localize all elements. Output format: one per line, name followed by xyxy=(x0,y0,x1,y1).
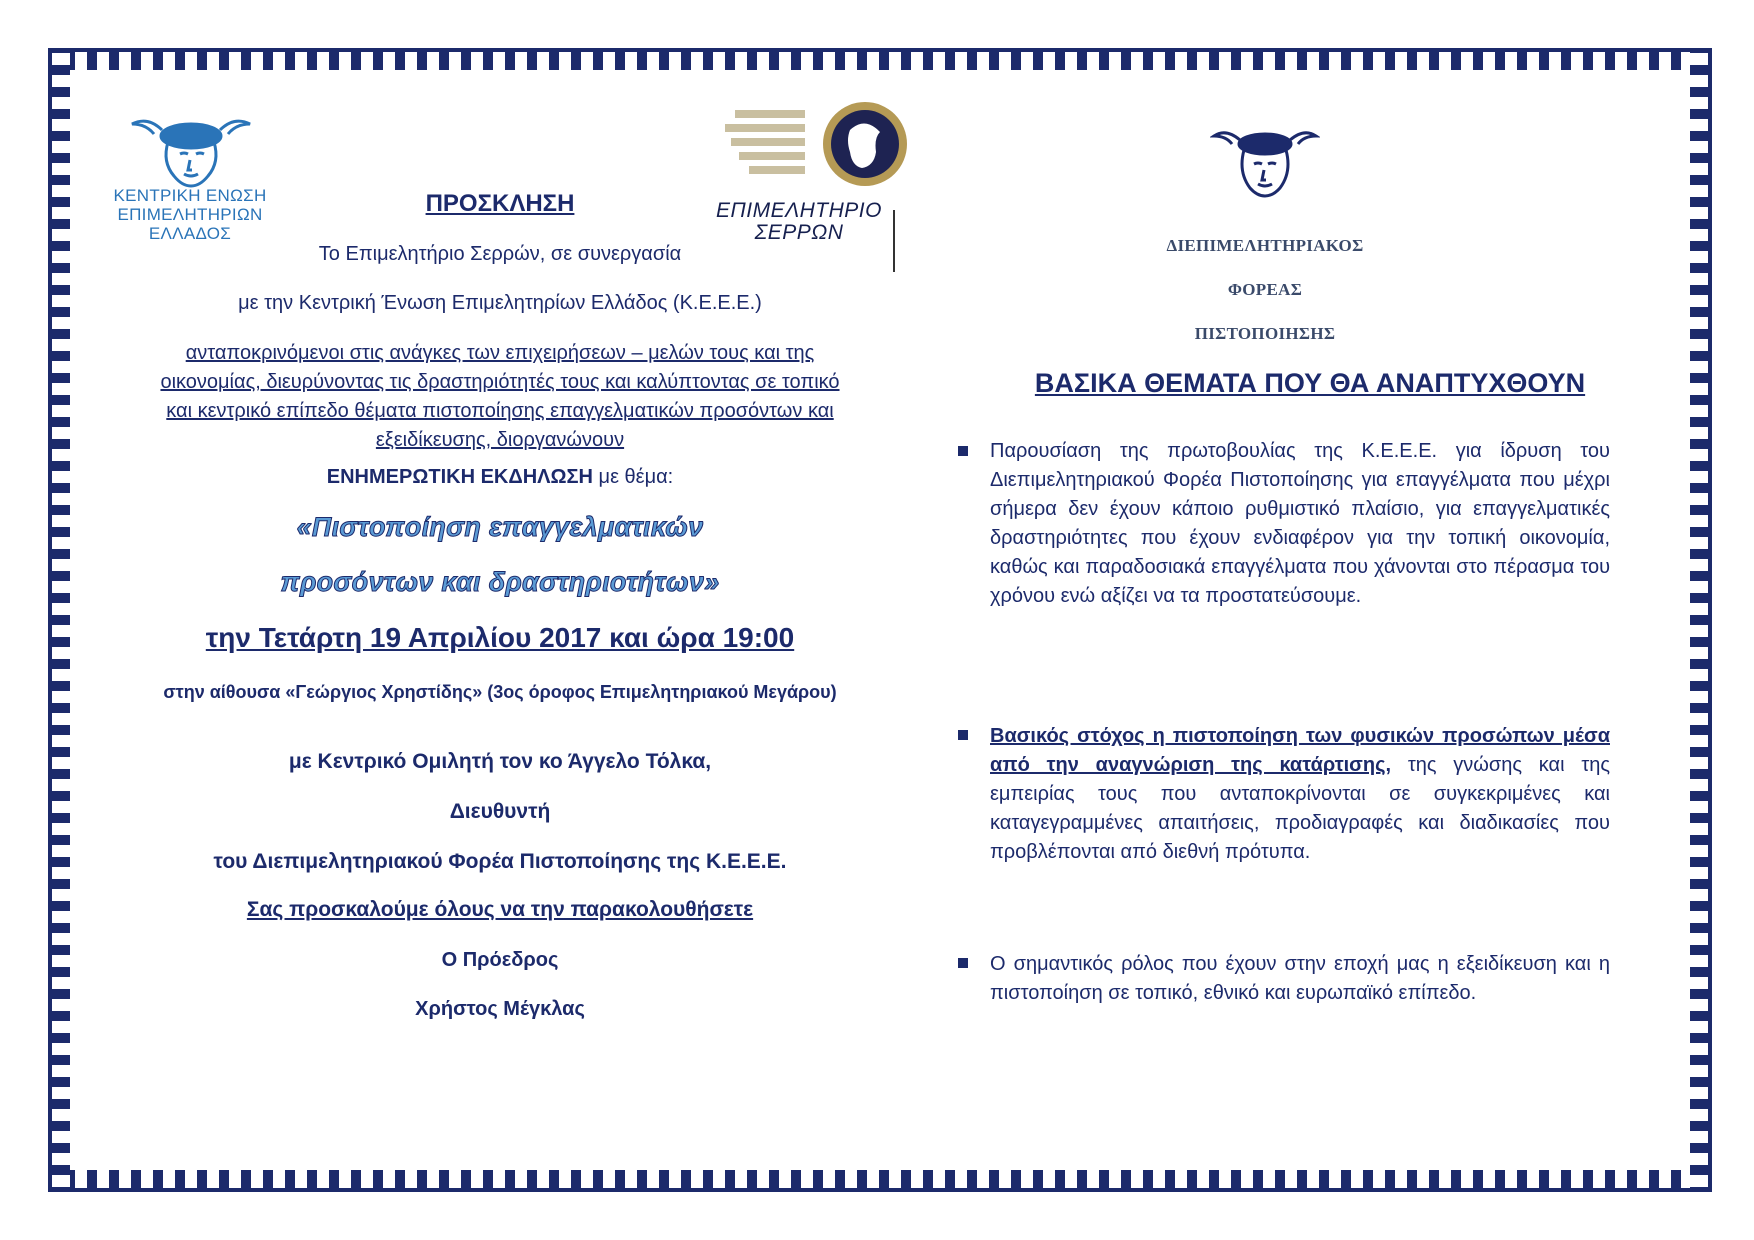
intro-line-1: Το Επιμελητήριο Σερρών, σε συνεργασία xyxy=(318,243,682,265)
hermes-head-icon xyxy=(100,108,280,188)
certification-body-name-line-3: ΠΙΣΤΟΠΟΙΗΣΗΣ xyxy=(1194,324,1336,343)
border-left xyxy=(48,48,70,1192)
intro-paragraph: ανταποκρινόμενοι στις ανάγκες των επιχειρήσεων – μελών τους και της οικονομίας, διευρύνοντας τις δραστηριότητές τους και καλύπτοντας σε τοπικό και κεντρικό επίπεδο θέματα πιστοποίησης επαγγελματικών προσόντων και εξειδίκευσης, διοργανώνουν xyxy=(160,342,840,451)
event-line xyxy=(190,466,810,489)
event-topic-line-1: «Πιστοποίηση επαγγελματικών xyxy=(296,512,704,542)
logo-divider xyxy=(893,210,895,272)
border-bottom xyxy=(48,1170,1712,1192)
bullet-icon xyxy=(958,446,968,456)
certification-body-logo xyxy=(1210,120,1320,220)
intro-line-2: με την Κεντρική Ένωση Επιμελητηρίων Ελλάδος (Κ.Ε.Ε.Ε.) xyxy=(238,292,762,314)
president-name: Χρήστος Μέγκλας xyxy=(415,998,585,1020)
topic-item-2-emphasis: Βασικός στόχος η πιστοποίηση των φυσικών προσώπων μέσα από την αναγνώριση της κατάρτισης, xyxy=(990,725,1610,776)
border-top xyxy=(48,48,1712,70)
bullet-icon xyxy=(958,958,968,968)
keee-caption-line-2: ΕΠΙΜΕΛΗΤΗΡΙΩΝ xyxy=(117,205,263,224)
bullet-icon xyxy=(958,730,968,740)
gear-hermes-icon xyxy=(705,100,945,200)
keee-caption-line-1: ΚΕΝΤΡΙΚΗ ΕΝΩΣΗ xyxy=(113,186,267,205)
serres-caption-line-2: ΣΕΡΡΩΝ xyxy=(754,221,844,244)
invitation-title: ΠΡΟΣΚΛΗΣΗ xyxy=(425,190,575,217)
event-date: την Τετάρτη 19 Απριλίου 2017 και ώρα 19:00 xyxy=(205,622,795,653)
keee-caption-line-3: ΕΛΛΑΔΟΣ xyxy=(148,224,232,243)
certification-body-name-line-2: ΦΟΡΕΑΣ xyxy=(1227,280,1303,299)
event-label: ΕΝΗΜΕΡΩΤΙΚΗ ΕΚΔΗΛΩΣΗ xyxy=(326,466,593,488)
topic-item-2 xyxy=(990,722,1610,867)
certification-body-name-line-1: ΔΙΕΠΙΜΕΛΗΤΗΡΙΑΚΟΣ xyxy=(1166,236,1364,255)
topic-item-1: Παρουσίαση της πρωτοβουλίας της Κ.Ε.Ε.Ε. για ίδρυση του Διεπιμελητηριακού Φορέα Πιστοποίησης για επαγγέλματα που μέχρι σήμερα δεν έχουν κάποιο ρυθμιστικό πλαίσιο, για επαγγελματικές δραστηριότητες που έχουν ενδιαφέρον για την τοπική οικονομία, καθώς και παραδοσιακά επαγγέλματα που χάνονται στο πέρασμα του χρόνου ενώ αξίζει να τα προστατεύσουμε. xyxy=(990,440,1610,607)
invite-all: Σας προσκαλούμε όλους να την παρακολουθήσετε xyxy=(246,898,754,921)
topic-item-2-rest: της γνώσης και της εμπειρίας τους που ανταποκρίνονται σε συγκεκριμένες και καταγεγραμμένες απαιτήσεις, προδιαγραφές και διαδικασίες που προβλέπονται από διεθνή πρότυπα. xyxy=(990,754,1610,863)
serres-caption-line-1: ΕΠΙΜΕΛΗΤΗΡΙΟ xyxy=(716,199,882,222)
speaker-line-3: του Διεπιμελητηριακού Φορέα Πιστοποίησης της Κ.Ε.Ε.Ε. xyxy=(213,850,787,873)
topic-item-3: Ο σημαντικός ρόλος που έχουν στην εποχή μας η εξειδίκευση και η πιστοποίηση σε τοπικό, εθνικό και ευρωπαϊκό επίπεδο. xyxy=(990,953,1610,1004)
president-title: Ο Πρόεδρος xyxy=(441,949,559,971)
speaker-line-1: με Κεντρικό Ομιλητή τον κο Άγγελο Τόλκα, xyxy=(288,750,712,773)
speaker-line-2: Διευθυντή xyxy=(449,800,551,823)
hermes-head-icon xyxy=(1210,120,1320,220)
topics-heading: ΒΑΣΙΚΑ ΘΕΜΑΤΑ ΠΟΥ ΘΑ ΑΝΑΠΤΥΧΘΟΥΝ xyxy=(1034,368,1586,398)
event-venue: στην αίθουσα «Γεώργιος Χρηστίδης» (3ος όροφος Επιμελητηριακού Μεγάρου) xyxy=(163,682,837,702)
border-right xyxy=(1690,48,1712,1192)
event-topic-line-2: προσόντων και δραστηριοτήτων» xyxy=(280,567,720,597)
event-suffix: με θέμα: xyxy=(593,466,674,488)
keee-logo xyxy=(100,108,280,258)
